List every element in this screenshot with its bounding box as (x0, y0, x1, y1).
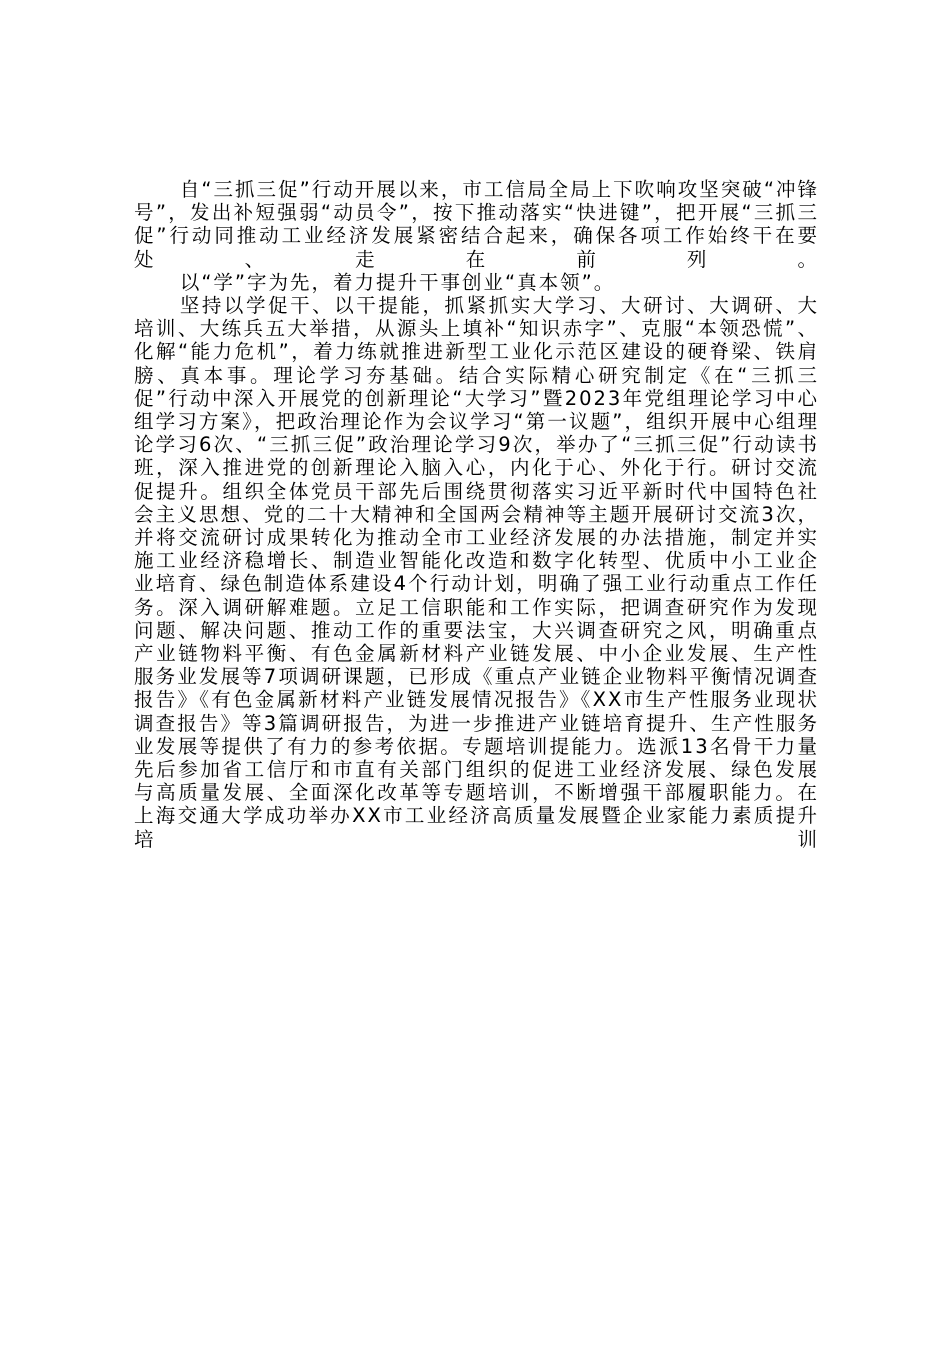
document-body (134, 178, 819, 851)
body-paragraph: 坚持以学促干、以干提能，抓紧抓实大学习、大研讨、大调研、大培训、大练兵五大举措，从源头上填补“知识赤字”、克服“本领恐慌”、化解“能力危机”，着力练就推进新型工业化示范区建设的硬脊梁、铁肩膀、真本事。理论学习夯基础。结合实际精心研究制定《在“三抓三促”行动中深入开展党的创新理论“大学习”暨2023年党组理论学习中心组学习方案》，把政治理论作为会议学习“第一议题”，组织开展中心组理论学习6次、“三抓三促”政治理论学习9次，举办了“三抓三促”行动读书班，深入推进党的创新理论入脑入心，内化于心、外化于行。研讨交流促提升。组织全体党员干部先后围绕贯彻落实习近平新时代中国特色社会主义思想、党的二十大精神和全国两会精神等主题开展研讨交流3次，并将交流研讨成果转化为推动全市工业经济发展的办法措施，制定并实施工业经济稳增长、制造业智能化改造和数字化转型、优质中小工业企业培育、绿色制造体系建设4个行动计划，明确了强工业行动重点工作任务。深入调研解难题。立足工信职能和工作实际，把调查研究作为发现问题、解决问题、推动工作的重要法宝，大兴调查研究之风，明确重点产业链物料平衡、有色金属新材料产业链发展、中小企业发展、生产性服务业发展等7项调研课题，已形成《重点产业链企业物料平衡情况调查报告》《有色金属新材料产业链发展情况报告》《XX市生产性服务业现状调查报告》等3篇调研报告，为进一步推进产业链培育提升、生产性服务业发展等提供了有力的参考依据。专题培训提能力。选派13名骨干力量先后参加省工信厅和市直有关部门组织的促进工业经济发展、绿色发展与高质量发展、全面深化改革等专题培训，不断增强干部履职能力。在上海交通大学成功举办XX市工业经济高质量发展暨企业家能力素质提升培训 (134, 294, 819, 851)
intro-paragraph: 自“三抓三促”行动开展以来，市工信局全局上下吹响攻坚突破“冲锋号”，发出补短强弱“动员令”，按下推动落实“快进键”，把开展“三抓三促”行动同推动工业经济发展紧密结合起来，确保各项工作始终干在要处、走在前列。 (134, 178, 819, 271)
section-heading: 以“学”字为先，着力提升干事创业“真本领”。 (179, 270, 616, 294)
